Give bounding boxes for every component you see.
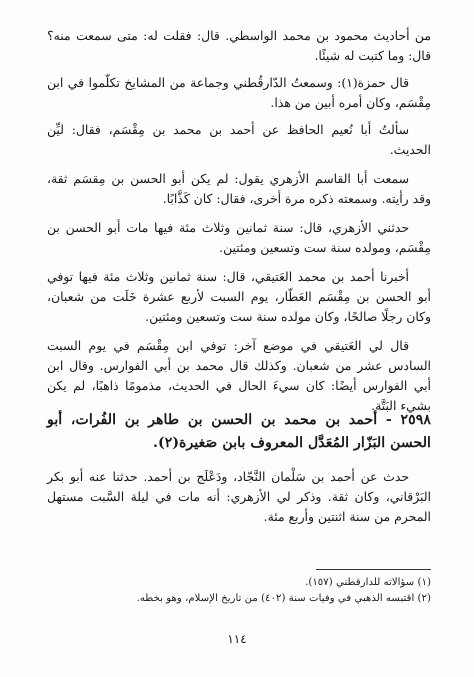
page-number: ١١٤ bbox=[227, 632, 247, 646]
footnotes bbox=[47, 575, 431, 607]
paragraph-2: قال حمزة(١): وسمعتُ الدّارقُطني وجماعة من المشايخ تكلّموا في ابن مِقْسَم، وكان أمره أبين من هذا. bbox=[47, 75, 431, 110]
footnote-1: (١) سؤالاته للدارقطني (١٥٧). bbox=[305, 577, 431, 588]
entry-body bbox=[47, 467, 431, 527]
entry-heading: ٢٥٩٨ - أحمد بن محمد بن الحسن بن طاهر بن الفُرات، أبو الحسن البَزّار المُعَدَّل المعروف بابن صَغيرة(٢). bbox=[47, 412, 431, 451]
paragraph-6: أخبرنا أحمد بن محمد العَتيقي، قال: سنة ثمانين وثلاث مئة فيها توفي أبو الحسن بن مِقْسَم العَطّار، يوم السبت لأربع عشرة خَلَت من شعبان، وكان رجلًا صالحًا، وكان مولده سنة ست وتسعين ومئتين. bbox=[47, 269, 431, 324]
footnote-divider bbox=[316, 569, 431, 570]
paragraph-4: سمعت أبا القاسم الأزهري يقول: لم يكن أبو الحسن بن مِقسَم ثقة، وقد رأيته. وسمعته ذكره مرة أخرى، فقال: كان كَذَّابًا. bbox=[47, 171, 431, 206]
paragraph-3: سألتُ أبا نُعيم الحافظ عن أحمد بن محمد بن مِقْسَم، فقال: ليِّن الحديث. bbox=[47, 122, 431, 157]
paragraph-5: حدثني الأزهري، قال: سنة ثمانين وثلاث مئة فيها مات أبو الحسن بن مِقْسَم، ومولده سنة ست وتسعين ومئتين. bbox=[47, 220, 431, 255]
entry-paragraph: حدث عن أحمد بن سَلْمان النَّجّاد، ودَعْلَج بن أحمد. حدثنا عنه أبو بكر البَرْقاني، وكان ثقة. وذكر لي الأزهري: أنه مات في ليلة السَّبت مستهل المحرم من سنة اثنتين وأربع مئة. bbox=[47, 469, 431, 524]
paragraph-7: قال لي العَتيقي في موضع آخر: توفي ابن مِقْسَم في يوم السبت السادس عشر من شعبان. وكذلك قال محمد بن أبي الفوارس. وقال ابن أبي الفوارس أيضًا: كان سيءَ الحال في الحديث، مذمومًا ذاهبًا، لم يكن بشيء البَتَّة. bbox=[47, 338, 431, 413]
body-text bbox=[47, 26, 431, 416]
paragraph-1: من أحاديث محمود بن محمد الواسطي. قال: فقلت له: متى سمعت منه؟ قال: وما كتبت له شيئًا. bbox=[47, 28, 431, 63]
footnote-2: (٢) اقتبسه الذهبي في وفيات سنة (٤٠٢) من تاريخ الإسلام، وهو بخطه. bbox=[136, 593, 431, 604]
